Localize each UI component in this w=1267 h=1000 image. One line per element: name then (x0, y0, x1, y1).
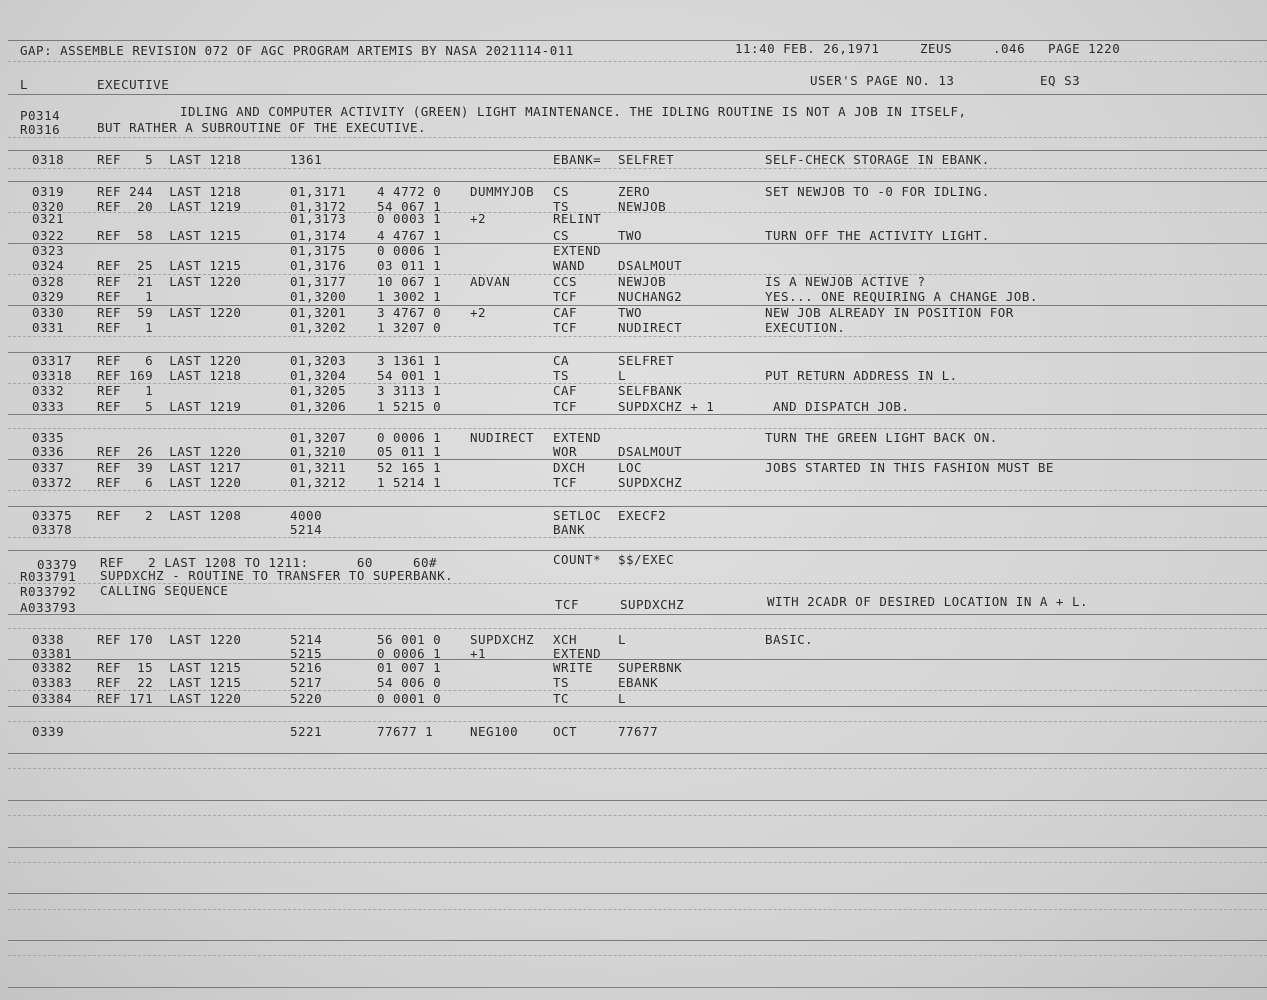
intro-text: IDLING AND COMPUTER ACTIVITY (GREEN) LIGHT MAINTENANCE. THE IDLING ROUTINE IS NOT A JOB IN ITSELF, (180, 104, 967, 119)
listing-row (0, 289, 1260, 304)
opcode: DXCH (553, 460, 586, 475)
intro-id: P0314 (20, 108, 61, 123)
ref-info: REF 170 LAST 1220 (97, 632, 242, 647)
opcode: CAF (553, 305, 578, 320)
operand: EXECF2 (618, 508, 667, 523)
ref-info: REF 171 LAST 1220 (97, 691, 242, 706)
line-number: 03375 (32, 508, 73, 523)
remark-text: CALLING SEQUENCE (100, 583, 229, 598)
line-number: 0337 (32, 460, 65, 475)
octal-word: 0 0006 1 (377, 243, 442, 258)
ref-info: REF 6 LAST 1220 (97, 475, 242, 490)
opcode: TCF (553, 475, 578, 490)
listing-row (0, 274, 1260, 289)
operand: NUDIRECT (618, 320, 683, 335)
listing-row (0, 646, 1260, 661)
page-rule (8, 94, 1267, 95)
address: 1361 (290, 152, 323, 167)
listing-row (0, 258, 1260, 273)
listing-row (0, 152, 1260, 167)
octal-word: 1 5215 0 (377, 399, 442, 414)
count-line-op: COUNT* (553, 552, 602, 567)
listing-row (0, 211, 1260, 226)
ref-info: REF 5 LAST 1219 (97, 399, 242, 414)
line-number: 03381 (32, 646, 73, 661)
operand: DSALMOUT (618, 258, 683, 273)
address: 01,3211 (290, 460, 347, 475)
opcode: XCH (553, 632, 578, 647)
listing-title: GAP: ASSEMBLE REVISION 072 OF AGC PROGRAM ARTEMIS BY NASA 2021114-011 (20, 43, 574, 58)
ref-info: REF 21 LAST 1220 (97, 274, 242, 289)
address: 01,3212 (290, 475, 347, 490)
listing-row (0, 675, 1260, 690)
ref-info: REF 244 LAST 1218 (97, 184, 242, 199)
line-number: 0336 (32, 444, 65, 459)
line-number: 0331 (32, 320, 65, 335)
address: 5215 (290, 646, 323, 661)
page-rule (8, 940, 1267, 941)
listing-user: ZEUS (920, 41, 953, 56)
ref-info: REF 5 LAST 1218 (97, 152, 242, 167)
line-number: 0329 (32, 289, 65, 304)
address: 01,3203 (290, 353, 347, 368)
octal-word: 3 3113 1 (377, 383, 442, 398)
comment: JOBS STARTED IN THIS FASHION MUST BE (765, 460, 1054, 475)
a-line-op: TCF (555, 597, 580, 612)
page-rule (8, 893, 1267, 894)
page-rule (8, 506, 1267, 507)
listing-row (0, 399, 1260, 414)
symbol-label: +2 (470, 305, 487, 320)
opcode: TCF (553, 289, 578, 304)
octal-word: 54 067 1 (377, 199, 442, 214)
octal-word: 01 007 1 (377, 660, 442, 675)
listing-row (0, 383, 1260, 398)
operand: SELFRET (618, 152, 675, 167)
address: 01,3202 (290, 320, 347, 335)
address: 01,3204 (290, 368, 347, 383)
line-number: 0328 (32, 274, 65, 289)
comment: TURN OFF THE ACTIVITY LIGHT. (765, 228, 990, 243)
ref-info: REF 15 LAST 1215 (97, 660, 242, 675)
page-rule (8, 800, 1267, 801)
page-rule (8, 137, 1267, 138)
address: 5216 (290, 660, 323, 675)
left-letter: L (20, 77, 29, 92)
octal-word: 77677 1 (377, 724, 434, 739)
remark-id: R033792 (20, 584, 77, 599)
ref-info: REF 6 LAST 1220 (97, 353, 242, 368)
comment: TURN THE GREEN LIGHT BACK ON. (765, 430, 998, 445)
line-number: 03318 (32, 368, 73, 383)
address: 5220 (290, 691, 323, 706)
page-rule (8, 150, 1267, 151)
count-line-number: 03379 (37, 557, 78, 572)
address: 01,3173 (290, 211, 347, 226)
operand: TWO (618, 228, 643, 243)
operand: EBANK (618, 675, 659, 690)
ref-info: REF 20 LAST 1219 (97, 199, 242, 214)
address: 01,3200 (290, 289, 347, 304)
page-rule (8, 414, 1267, 415)
operand: ZERO (618, 184, 651, 199)
line-number: 0319 (32, 184, 65, 199)
remark-text: SUPDXCHZ - ROUTINE TO TRANSFER TO SUPERBANK. (100, 568, 454, 583)
page-rule (8, 550, 1267, 551)
line-number: 03383 (32, 675, 73, 690)
line-number: 0323 (32, 243, 65, 258)
address: 01,3201 (290, 305, 347, 320)
symbol-label: +2 (470, 211, 487, 226)
opcode: WAND (553, 258, 586, 273)
opcode: EBANK= (553, 152, 602, 167)
operand: 77677 (618, 724, 659, 739)
listing-row (0, 522, 1260, 537)
opcode: TCF (553, 320, 578, 335)
address: 01,3207 (290, 430, 347, 445)
a-line-id: A033793 (20, 600, 77, 615)
opcode: EXTEND (553, 243, 602, 258)
listing-datetime: 11:40 FEB. 26,1971 (735, 41, 880, 56)
line-number: 0338 (32, 632, 65, 647)
address: 5214 (290, 522, 323, 537)
opcode: OCT (553, 724, 578, 739)
comment: PUT RETURN ADDRESS IN L. (765, 368, 958, 383)
listing-row (0, 632, 1260, 647)
ref-info: REF 58 LAST 1215 (97, 228, 242, 243)
address: 01,3174 (290, 228, 347, 243)
line-number: 03382 (32, 660, 73, 675)
symbol-label: NUDIRECT (470, 430, 535, 445)
line-number: 03372 (32, 475, 73, 490)
listing-row (0, 460, 1260, 475)
address: 01,3210 (290, 444, 347, 459)
ref-info: REF 22 LAST 1215 (97, 675, 242, 690)
address: 4000 (290, 508, 323, 523)
opcode: EXTEND (553, 430, 602, 445)
opcode: CS (553, 184, 570, 199)
listing-row (0, 430, 1260, 445)
comment: BASIC. (765, 632, 814, 647)
opcode: SETLOC (553, 508, 602, 523)
page-rule (8, 909, 1267, 910)
opcode: CCS (553, 274, 578, 289)
line-number: 03378 (32, 522, 73, 537)
opcode: CA (553, 353, 570, 368)
listing-row (0, 508, 1260, 523)
octal-word: 05 011 1 (377, 444, 442, 459)
octal-word: 10 067 1 (377, 274, 442, 289)
page-rule (8, 706, 1267, 707)
remark-id: R033791 (20, 569, 77, 584)
opcode: WRITE (553, 660, 594, 675)
address: 5214 (290, 632, 323, 647)
line-number: 0321 (32, 211, 65, 226)
octal-word: 1 3002 1 (377, 289, 442, 304)
symbol-label: DUMMYJOB (470, 184, 535, 199)
octal-word: 0 0006 1 (377, 646, 442, 661)
opcode: CAF (553, 383, 578, 398)
opcode: TS (553, 675, 570, 690)
octal-word: 0 0006 1 (377, 430, 442, 445)
opcode: EXTEND (553, 646, 602, 661)
listing-row (0, 184, 1260, 199)
symbol-label: +1 (470, 646, 487, 661)
ref-info: REF 169 LAST 1218 (97, 368, 242, 383)
page-rule (8, 336, 1267, 337)
listing-number: .046 (993, 41, 1026, 56)
a-line-operand: SUPDXCHZ (620, 597, 685, 612)
listing-row (0, 660, 1260, 675)
users-page: USER'S PAGE NO. 13 (810, 73, 955, 88)
page-rule (8, 721, 1267, 722)
section-title: EXECUTIVE (97, 77, 170, 92)
octal-word: 54 001 1 (377, 368, 442, 383)
octal-word: 3 4767 0 (377, 305, 442, 320)
opcode: TS (553, 368, 570, 383)
octal-word: 0 0003 1 (377, 211, 442, 226)
address: 01,3175 (290, 243, 347, 258)
page-rule (8, 847, 1267, 848)
operand: SUPERBNK (618, 660, 683, 675)
listing-row (0, 691, 1260, 706)
address: 5217 (290, 675, 323, 690)
line-number: 0324 (32, 258, 65, 273)
address: 5221 (290, 724, 323, 739)
line-number: 03384 (32, 691, 73, 706)
listing-row (0, 475, 1260, 490)
opcode: BANK (553, 522, 586, 537)
ref-info: REF 26 LAST 1220 (97, 444, 242, 459)
page-rule (8, 768, 1267, 769)
page-rule (8, 955, 1267, 956)
operand: NEWJOB (618, 274, 667, 289)
listing-row (0, 243, 1260, 258)
address: 01,3206 (290, 399, 347, 414)
page-rule (8, 537, 1267, 538)
listing-row (0, 368, 1260, 383)
comment: YES... ONE REQUIRING A CHANGE JOB. (765, 289, 1038, 304)
page-rule (8, 428, 1267, 429)
operand: LOC (618, 460, 643, 475)
listing-row (0, 724, 1260, 739)
listing-row (0, 353, 1260, 368)
listing-row (0, 228, 1260, 243)
page-rule (8, 61, 1267, 62)
count-line-operand: $$/EXEC (618, 552, 675, 567)
operand: NEWJOB (618, 199, 667, 214)
line-number: 0335 (32, 430, 65, 445)
eq-label: EQ S3 (1040, 73, 1081, 88)
octal-word: 4 4767 1 (377, 228, 442, 243)
octal-word: 56 001 0 (377, 632, 442, 647)
page-rule (8, 168, 1267, 169)
line-number: 03317 (32, 353, 73, 368)
listing-row (0, 320, 1260, 335)
ref-info: REF 1 (97, 320, 154, 335)
symbol-label: NEG100 (470, 724, 519, 739)
operand: L (618, 691, 627, 706)
ref-info: REF 2 LAST 1208 (97, 508, 242, 523)
opcode: TCF (553, 399, 578, 414)
comment: IS A NEWJOB ACTIVE ? (765, 274, 926, 289)
octal-word: 1 5214 1 (377, 475, 442, 490)
ref-info: REF 39 LAST 1217 (97, 460, 242, 475)
count-line-text: REF 2 LAST 1208 TO 1211: 60 60# (100, 555, 438, 570)
operand: SELFBANK (618, 383, 683, 398)
opcode: TC (553, 691, 570, 706)
opcode: WOR (553, 444, 578, 459)
listing-row (0, 444, 1260, 459)
listing-row (0, 305, 1260, 320)
opcode: CS (553, 228, 570, 243)
intro-id: R0316 (20, 122, 61, 137)
address: 01,3205 (290, 383, 347, 398)
comment: NEW JOB ALREADY IN POSITION FOR (765, 305, 1014, 320)
octal-word: 52 165 1 (377, 460, 442, 475)
page-rule (8, 628, 1267, 629)
line-number: 0318 (32, 152, 65, 167)
octal-word: 54 006 0 (377, 675, 442, 690)
symbol-label: SUPDXCHZ (470, 632, 535, 647)
operand: L (618, 632, 627, 647)
line-number: 0333 (32, 399, 65, 414)
comment: SELF-CHECK STORAGE IN EBANK. (765, 152, 990, 167)
operand: TWO (618, 305, 643, 320)
line-number: 0332 (32, 383, 65, 398)
comment: AND DISPATCH JOB. (765, 399, 910, 414)
line-number: 0320 (32, 199, 65, 214)
symbol-label: ADVAN (470, 274, 511, 289)
address: 01,3176 (290, 258, 347, 273)
address: 01,3171 (290, 184, 347, 199)
opcode: TS (553, 199, 570, 214)
comment: SET NEWJOB TO -0 FOR IDLING. (765, 184, 990, 199)
ref-info: REF 59 LAST 1220 (97, 305, 242, 320)
page-rule (8, 490, 1267, 491)
ref-info: REF 1 (97, 289, 154, 304)
operand: SUPDXCHZ + 1 (618, 399, 715, 414)
operand: SELFRET (618, 353, 675, 368)
page-rule (8, 181, 1267, 182)
ref-info: REF 25 LAST 1215 (97, 258, 242, 273)
operand: NUCHANG2 (618, 289, 683, 304)
comment: EXECUTION. (765, 320, 846, 335)
ref-info: REF 1 (97, 383, 154, 398)
page-number: PAGE 1220 (1048, 41, 1121, 56)
intro-text: BUT RATHER A SUBROUTINE OF THE EXECUTIVE. (97, 120, 427, 135)
line-number: 0322 (32, 228, 65, 243)
page-rule (8, 862, 1267, 863)
page-rule (8, 614, 1267, 615)
address: 01,3177 (290, 274, 347, 289)
address: 01,3172 (290, 199, 347, 214)
line-number: 0339 (32, 724, 65, 739)
a-line-comment: WITH 2CADR OF DESIRED LOCATION IN A + L. (767, 594, 1089, 609)
octal-word: 1 3207 0 (377, 320, 442, 335)
opcode: RELINT (553, 211, 602, 226)
operand: SUPDXCHZ (618, 475, 683, 490)
octal-word: 3 1361 1 (377, 353, 442, 368)
octal-word: 03 011 1 (377, 258, 442, 273)
octal-word: 4 4772 0 (377, 184, 442, 199)
page-rule (8, 815, 1267, 816)
operand: DSALMOUT (618, 444, 683, 459)
octal-word: 0 0001 0 (377, 691, 442, 706)
line-number: 0330 (32, 305, 65, 320)
page-rule (8, 987, 1267, 988)
operand: L (618, 368, 627, 383)
page-rule (8, 753, 1267, 754)
